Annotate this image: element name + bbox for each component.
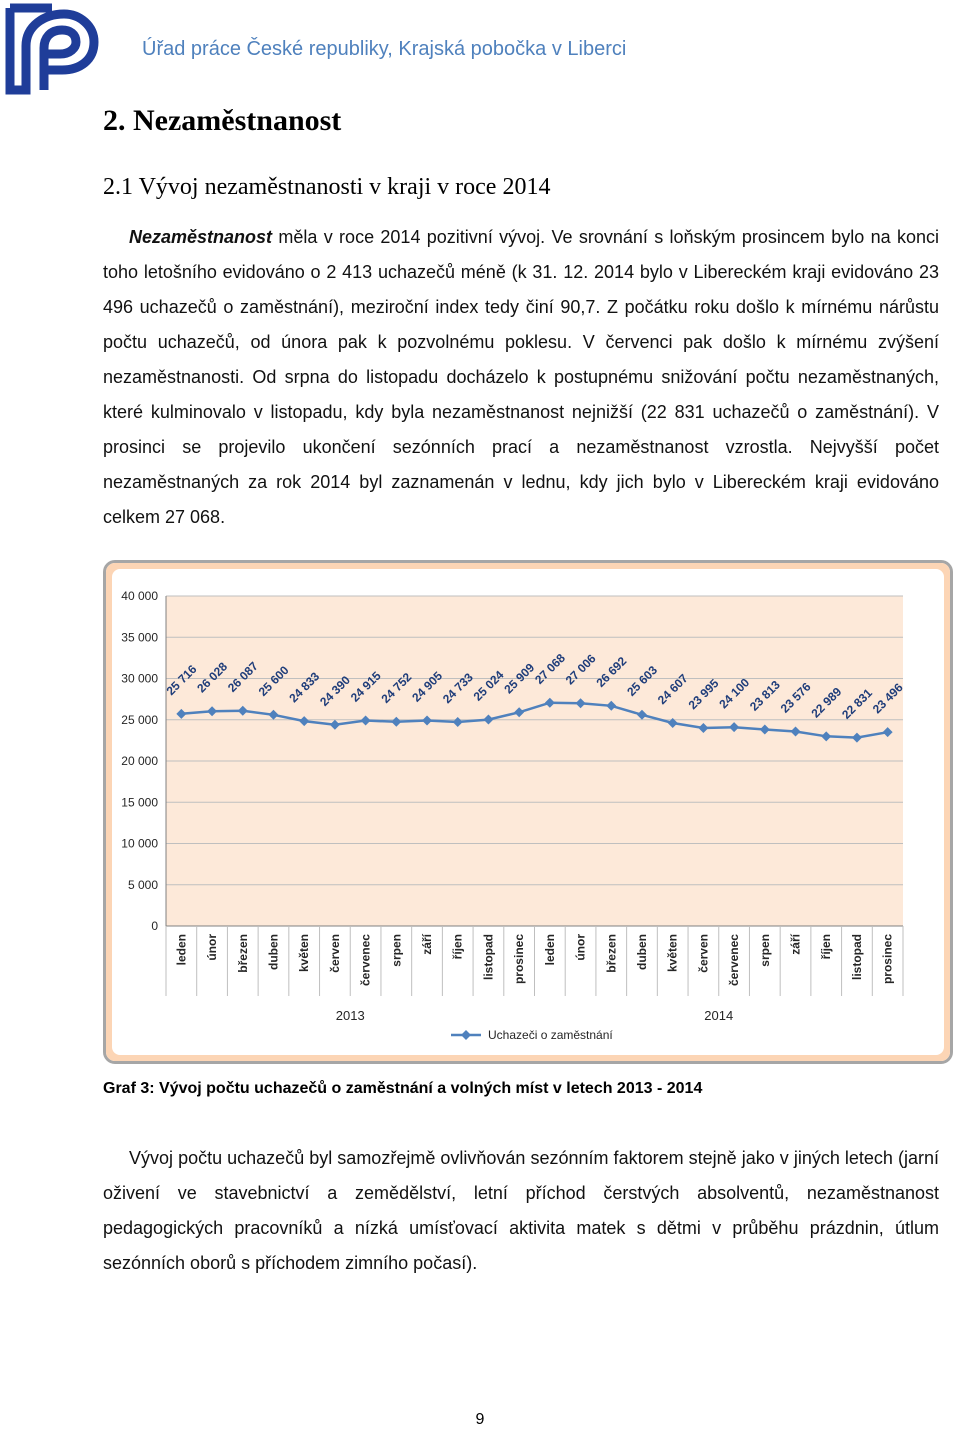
data-label: 23 995 (685, 676, 722, 713)
y-tick-label: 10 000 (121, 836, 158, 851)
y-tick-label: 0 (151, 919, 158, 933)
x-tick-label: listopad (481, 934, 496, 981)
x-tick-label: duben (266, 934, 281, 970)
data-label: 24 915 (347, 668, 384, 705)
up-logo-icon (4, 2, 100, 98)
y-tick-label: 30 000 (121, 671, 158, 686)
data-label: 27 006 (562, 651, 599, 688)
data-label: 25 716 (163, 662, 200, 698)
page-number: 9 (475, 1411, 485, 1428)
x-tick-label: září (788, 934, 803, 955)
x-tick-label: září (420, 934, 435, 955)
data-label: 25 909 (501, 660, 538, 697)
data-label: 26 028 (194, 659, 231, 696)
data-label: 24 607 (654, 671, 691, 708)
data-label: 23 496 (869, 680, 906, 717)
data-label: 25 603 (624, 663, 661, 699)
x-tick-label: březen (235, 934, 250, 973)
x-tick-label: srpen (757, 934, 772, 967)
organization-header: Úřad práce České republiky, Krajská pobočka v Liberci (142, 38, 627, 60)
data-label: 24 100 (716, 675, 753, 712)
lead-term: Nezaměstnanost (129, 227, 273, 247)
x-tick-label: červenec (727, 934, 742, 987)
data-label: 25 024 (470, 667, 507, 704)
x-tick-label: květen (297, 934, 312, 973)
data-label: 26 087 (224, 659, 261, 695)
x-tick-label: leden (542, 934, 557, 966)
chapter-heading: 2. Nezaměstnanost (103, 104, 342, 137)
x-tick-label: srpen (389, 934, 404, 967)
data-label: 24 733 (439, 670, 476, 707)
seasonal-paragraph: Vývoj počtu uchazečů byl samozřejmě ovlivňován sezónním faktorem stejně jako v jiných letech (jarní oživení ve stavebnictví a zemědělství, letní příchod čerstvých absolventů, nezaměstnanost pedagogických pracovníků a nízká umísťovací aktivita matek s dětmi v průběhu prázdnin, útlum sezónních oborů s příchodem zimního počasí). (103, 1148, 939, 1273)
x-tick-label: únor (205, 934, 220, 961)
x-tick-label: leden (174, 934, 189, 966)
y-tick-label: 35 000 (121, 630, 158, 645)
figure-caption: Graf 3: Vývoj počtu uchazečů o zaměstnání a volných míst v letech 2013 - 2014 (103, 1080, 703, 1097)
intro-paragraph-text: měla v roce 2014 pozitivní vývoj. Ve srovnání s loňským prosincem bylo na konci toho letošního evidováno o 2 413 uchazečů méně (k 31. 12. 2014 bylo v Libereckém kraji evidováno 23 496 uchazečů o zaměstnání), meziroční index tedy činí 90,7. Z počátku roku došlo k mírnému nárůstu počtu uchazečů, od února pak k pozvolnému poklesu. V červenci pak došlo k mírnému zvýšení nezaměstnanosti. Od srpna do listopadu docházelo k postupnému snižování počtu nezaměstnaných, které kulminovalo v listopadu, kdy byla nezaměstnanost nejnižší (22 831 uchazečů o zaměstnání). V prosinci se projevilo ukončení sezónních prací a nezaměstnanost vzrostla. Nejvyšší počet nezaměstnaných za rok 2014 byl zaznamenán v lednu, kdy jich bylo v Libereckém kraji evidováno celkem 27 068. (103, 227, 939, 527)
x-tick-label: květen (665, 934, 680, 973)
x-tick-label: prosinec (512, 934, 527, 985)
x-tick-label: březen (604, 934, 619, 973)
data-label: 24 390 (317, 673, 353, 709)
intro-paragraph (103, 220, 939, 535)
data-label: 23 576 (777, 679, 814, 716)
data-label: 24 905 (409, 668, 446, 705)
x-tick-label: prosinec (880, 934, 895, 985)
y-tick-label: 5 000 (127, 877, 158, 892)
data-label: 25 600 (255, 663, 292, 699)
section-heading: 2.1 Vývoj nezaměstnanosti v kraji v roce 2014 (103, 174, 551, 200)
data-label: 26 692 (593, 654, 630, 690)
y-tick-label: 40 000 (121, 589, 158, 603)
x-tick-label: říjen (819, 934, 834, 960)
y-tick-label: 25 000 (121, 712, 158, 727)
x-tick-label: červenec (358, 934, 373, 987)
y-tick-label: 15 000 (121, 795, 158, 810)
chart-svg (106, 563, 950, 1061)
x-group-label: 2014 (704, 1008, 734, 1023)
data-label: 24 833 (286, 669, 323, 706)
unemployment-chart (103, 560, 953, 1064)
x-tick-label: únor (573, 934, 588, 961)
data-label: 22 831 (839, 685, 876, 722)
x-tick-label: listopad (849, 934, 864, 981)
y-tick-label: 20 000 (121, 754, 158, 768)
legend-label: Uchazeči o zaměstnání (488, 1028, 613, 1042)
x-tick-label: červen (696, 934, 711, 973)
data-label: 24 752 (378, 670, 415, 706)
x-tick-label: říjen (450, 934, 465, 960)
x-tick-label: červen (327, 934, 342, 973)
data-label: 22 989 (808, 684, 845, 721)
data-label: 23 813 (747, 677, 783, 714)
x-group-label: 2013 (335, 1008, 365, 1023)
x-tick-label: duben (634, 934, 649, 970)
data-label: 27 068 (532, 650, 568, 687)
